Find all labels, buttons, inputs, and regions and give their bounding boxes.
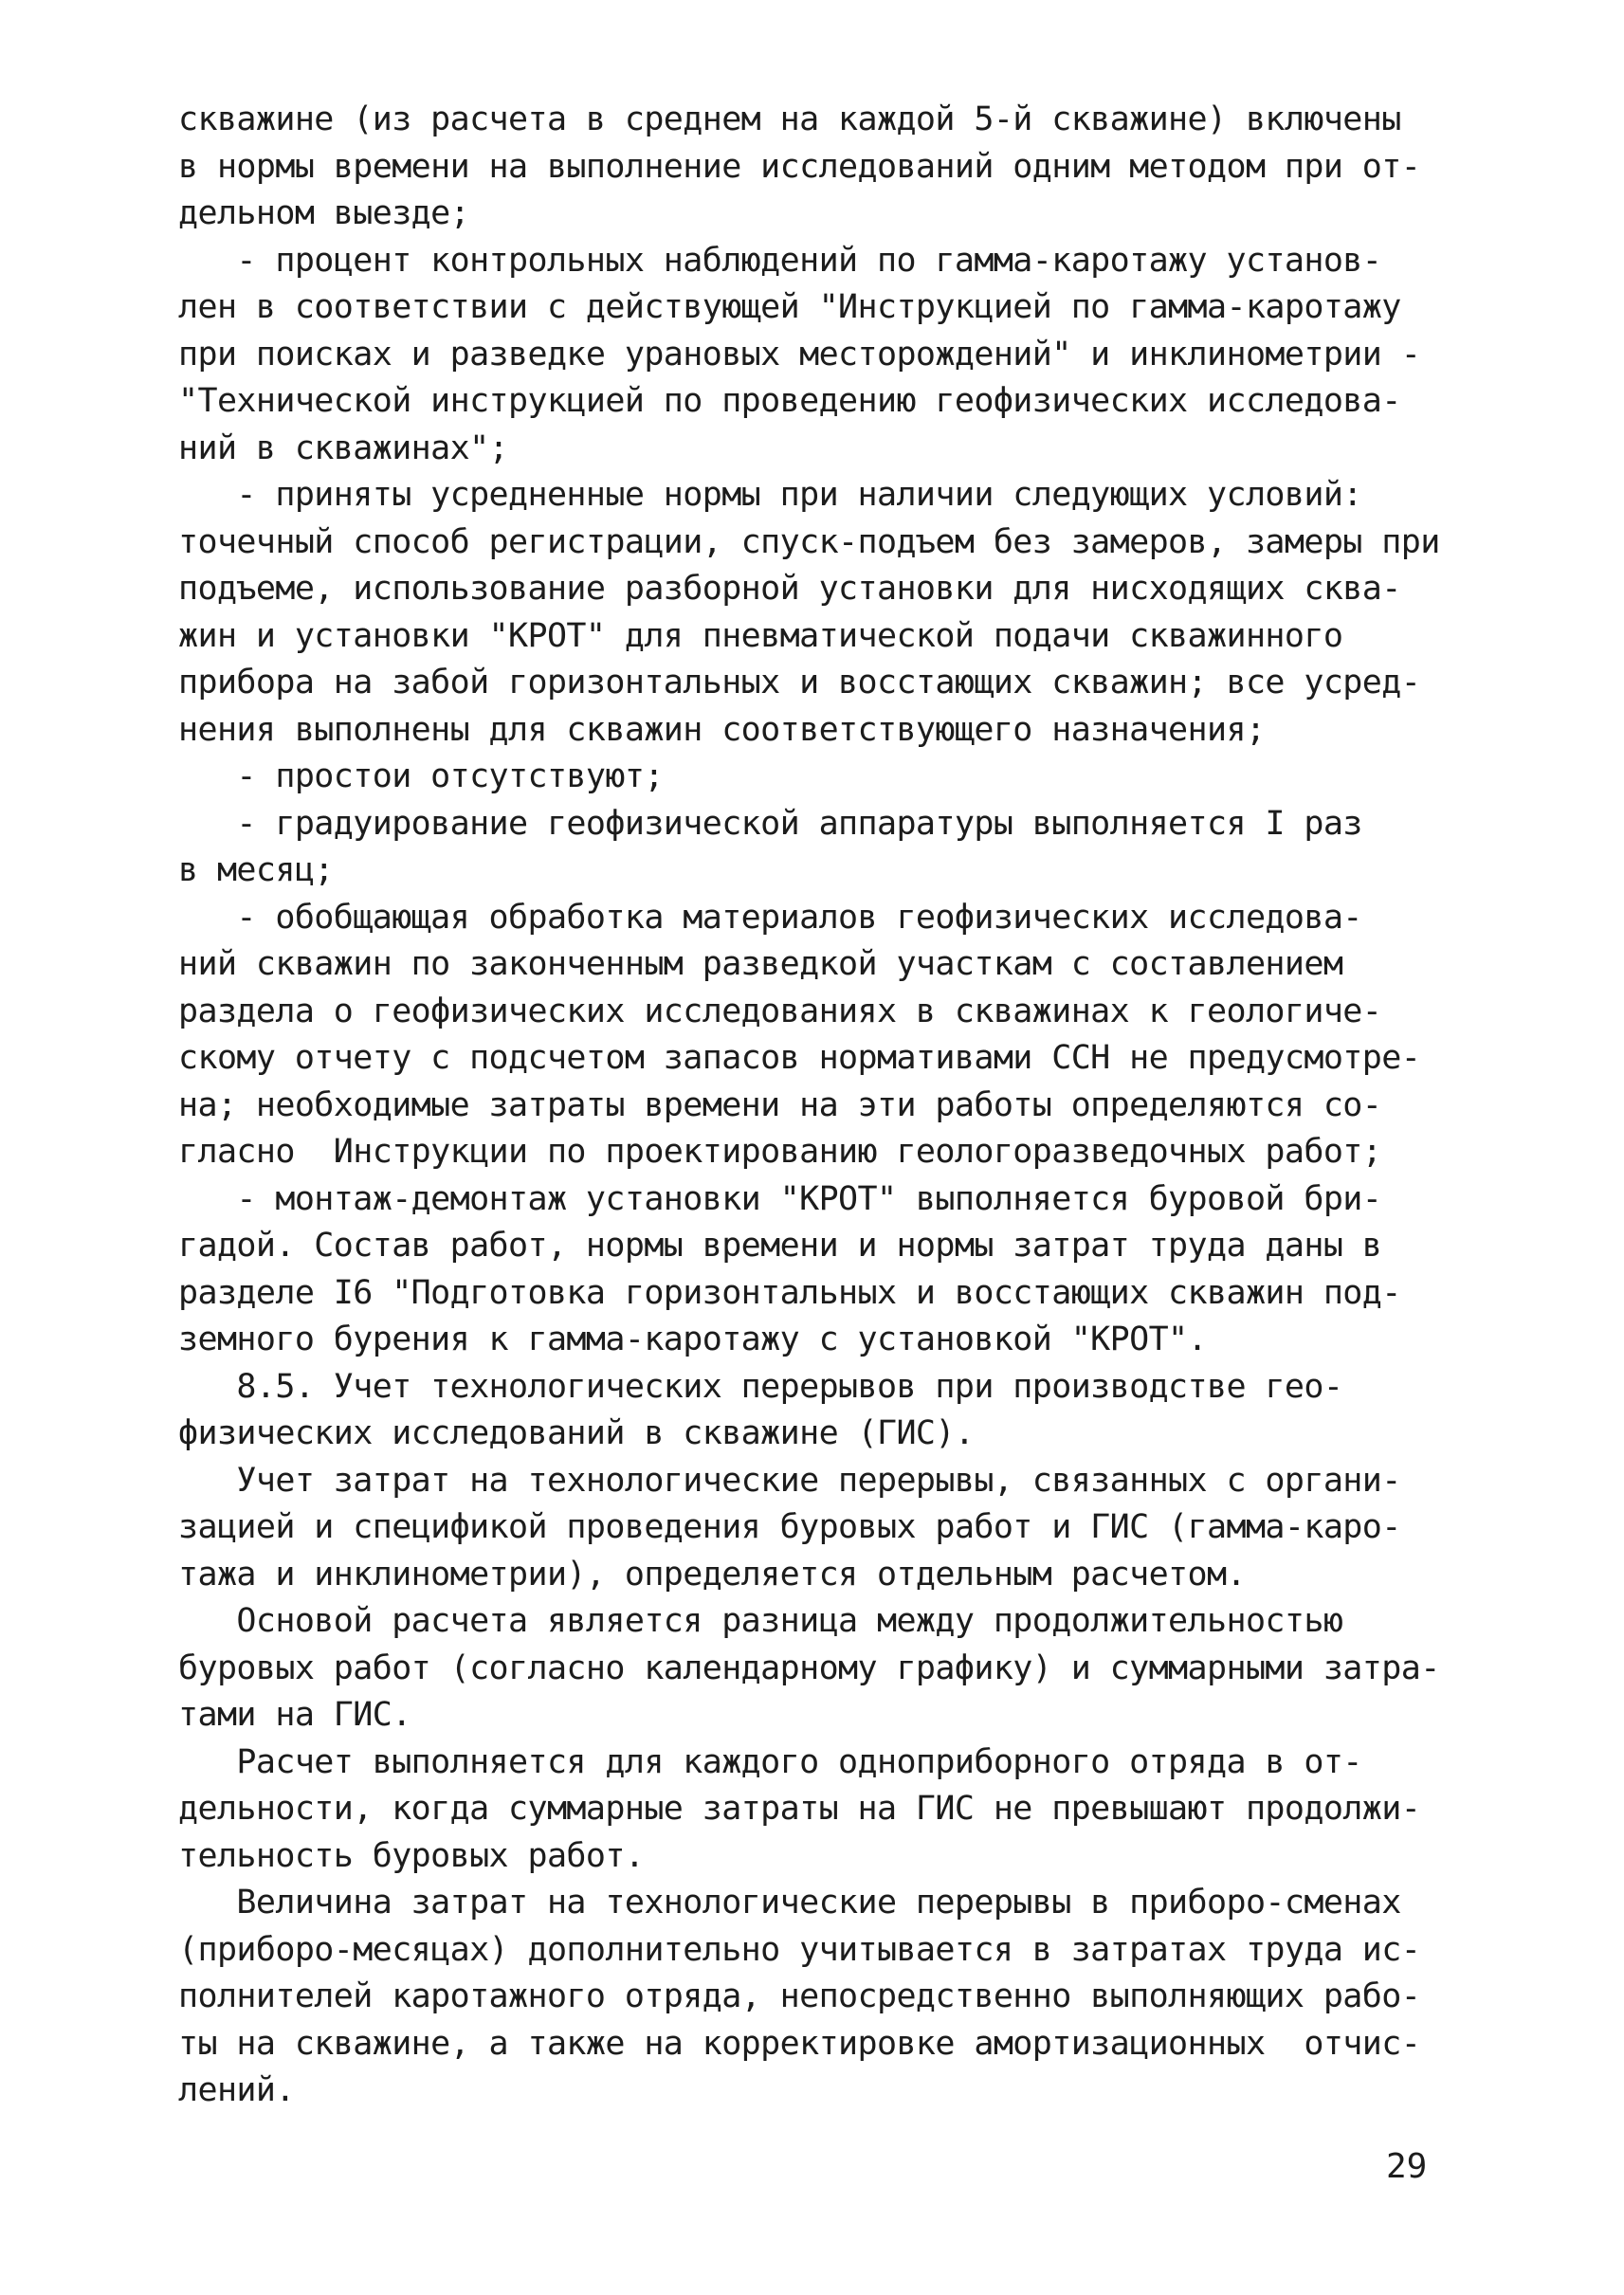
text-line: подъеме, использование разборной установки для нисходящих сква- [178,570,1401,608]
text-line: - процент контрольных наблюдений по гамма-каротажу установ- [178,241,1382,280]
text-line: полнителей каротажного отряда, непосредственно выполняющих рабо- [178,1977,1421,2015]
text-line: нения выполнены для скважин соответствующего назначения; [178,710,1266,749]
text-line: жин и установки "КРОТ" для пневматической подачи скважинного [178,616,1343,655]
text-line: физических исследований в скважине (ГИС). [178,1414,975,1452]
text-line: - градуирование геофизической аппаратуры выполняется I раз [178,804,1362,843]
text-line: скому отчету с подсчетом запасов нормативами ССН не предусмотре- [178,1039,1421,1077]
text-line: буровых работ (согласно календарному графику) и суммарными затра- [178,1648,1440,1687]
text-line: Расчет выполняется для каждого одноприборного отряда в от- [178,1742,1362,1781]
text-line: Величина затрат на технологические перерывы в приборо-сменах [178,1884,1401,1922]
text-line: в нормы времени на выполнение исследований одним методом при от- [178,147,1421,186]
text-line: - обобщающая обработка материалов геофизических исследова- [178,898,1362,937]
text-line: разделе I6 "Подготовка горизонтальных и восстающих скважин под- [178,1273,1401,1312]
text-line: дельном выезде; [178,194,470,232]
text-line: Основой расчета является разница между продолжительностью [178,1602,1343,1640]
text-line: ты на скважине, а также на корректировке амортизационных отчис- [178,2024,1421,2063]
text-line: в месяц; [178,851,334,889]
text-line: (приборо-месяцах) дополнительно учитывается в затратах труда ис- [178,1930,1421,1969]
text-line: ний в скважинах"; [178,428,509,467]
page-number: 29 [1386,2147,1428,2186]
text-line: гадой. Состав работ, нормы времени и нормы затрат труда даны в [178,1227,1382,1265]
text-line: тажа и инклинометрии), определяется отдельным расчетом. [178,1555,1246,1594]
text-line: при поисках и разведке урановых месторождений" и инклинометрии - [178,335,1421,373]
text-line: зацией и спецификой проведения буровых работ и ГИС (гамма-каро- [178,1508,1401,1546]
text-line: гласно Инструкции по проектированию геологоразведочных работ; [178,1133,1382,1171]
body-text [178,97,1468,2115]
text-line: - приняты усредненные нормы при наличии следующих условий: [178,476,1362,514]
text-line: лен в соответствии с действующей "Инструкцией по гамма-каротажу [178,288,1401,326]
text-line: 8.5. Учет технологических перерывов при производстве гео- [178,1367,1343,1406]
text-line: Учет затрат на технологические перерывы, связанных с органи- [178,1461,1401,1500]
text-line: - простои отсутствуют; [178,757,664,795]
text-line: прибора на забой горизонтальных и восстающих скважин; все усред- [178,664,1421,701]
text-line: земного бурения к гамма-каротажу с установкой "КРОТ". [178,1321,1208,1358]
text-line: дельности, когда суммарные затраты на ГИС не превышают продолжи- [178,1790,1421,1828]
text-line: ний скважин по законченным разведкой участкам с составлением [178,945,1343,983]
text-line: точечный способ регистрации, спуск-подъем без замеров, замеры при [178,522,1440,561]
text-line: - монтаж-демонтаж установки "КРОТ" выполняется буровой бри- [178,1179,1382,1218]
text-line: "Технической инструкцией по проведению геофизических исследова- [178,382,1401,420]
text-line: лений. [178,2071,295,2109]
text-line: раздела о геофизических исследованиях в скважинах к геологиче- [178,992,1382,1030]
text-line: тельность буровых работ. [178,1836,645,1875]
text-line: на; необходимые затраты времени на эти работы определяются со- [178,1085,1382,1124]
text-line: тами на ГИС. [178,1696,411,1734]
text-line: скважине (из расчета в среднем на каждой 5-й скважине) включены [178,100,1401,138]
